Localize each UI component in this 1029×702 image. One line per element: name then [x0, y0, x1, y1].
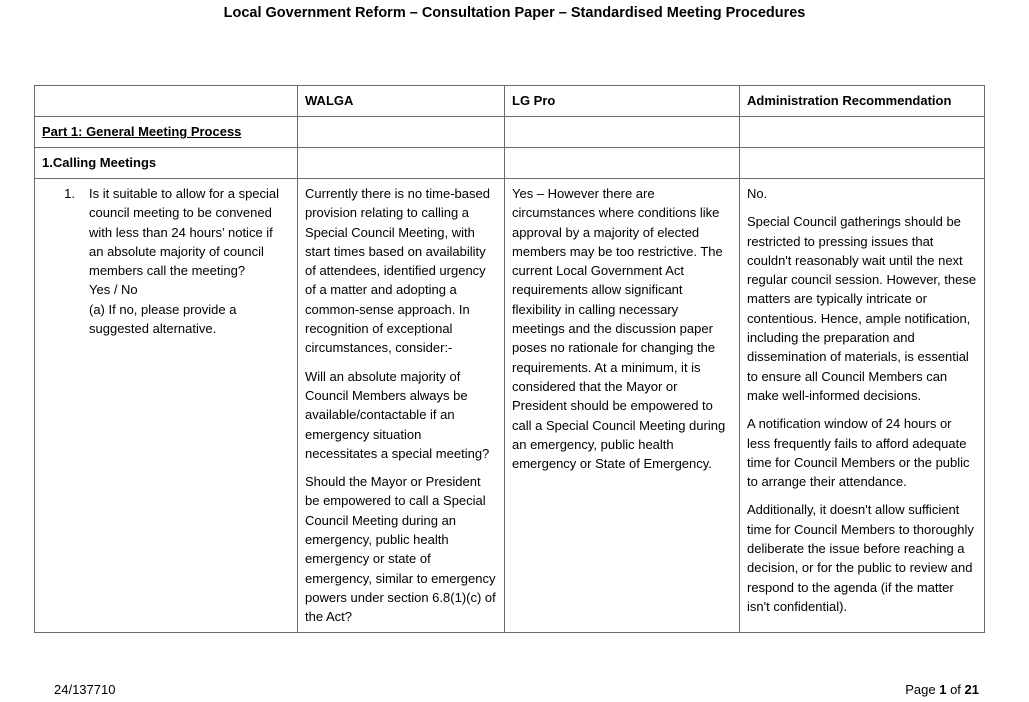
page-of: of	[946, 682, 965, 697]
table-row-question	[35, 179, 985, 633]
page-total: 21	[964, 682, 979, 697]
admin-paragraph: Additionally, it doesn't allow sufficient time for Council Members to thoroughly deliberate the issue before reaching a decision, or for the public to review and respond to the agenda (if the matter isn't confidential).	[747, 502, 974, 614]
header-cell-blank	[35, 86, 298, 117]
table-row-section	[35, 117, 985, 148]
consultation-table	[34, 85, 985, 633]
empty-cell	[740, 117, 985, 148]
question-number: 1.	[64, 186, 75, 201]
table-row-subsection	[35, 148, 985, 179]
question-cell	[35, 179, 298, 633]
page-prefix: Page	[905, 682, 940, 697]
lgpro-cell	[505, 179, 740, 633]
page-current: 1	[939, 682, 947, 697]
question-options: Yes / No	[89, 282, 138, 298]
page-number	[905, 682, 979, 697]
admin-paragraph: A notification window of 24 hours or less frequently fails to afford adequate time for Council Members or the public to arrange their attendance.	[747, 416, 970, 490]
subsection-heading: 1.Calling Meetings	[42, 155, 157, 170]
walga-cell	[298, 179, 505, 633]
section-heading: Part 1: General Meeting Process	[42, 124, 242, 139]
admin-paragraph: No.	[747, 186, 768, 201]
walga-paragraph: Will an absolute majority of Council Members always be available/contactable if an emergency situation necessitates a special meeting?	[305, 368, 490, 461]
empty-cell	[298, 148, 505, 179]
empty-cell	[505, 117, 740, 148]
empty-cell	[298, 117, 505, 148]
page-title: Local Government Reform – Consultation Paper – Standardised Meeting Procedures	[223, 5, 806, 21]
empty-cell	[505, 148, 740, 179]
question-text: Is it suitable to allow for a special council meeting to be convened with less than 24 hours’ notice if an absolute majority of council members call the meeting?	[89, 186, 280, 279]
admin-paragraph: Special Council gatherings should be restricted to pressing issues that couldn't reasonably wait until the next regular council session. However, these matters are typically intricate or contentious. Hence, ample notification, including the preparation and dissemination of materials, is essential to ensure all Council Members can make well-informed decisions.	[747, 214, 977, 403]
header-cell-lgpro: LG Pro	[505, 86, 740, 117]
header-cell-walga: WALGA	[298, 86, 505, 117]
question-followup: (a) If no, please provide a suggested alternative.	[89, 301, 237, 337]
walga-paragraph: Currently there is no time-based provision relating to calling a Special Council Meeting, with start times based on availability of attendees, identified urgency of a matter and adopting a common-sense approach. In recognition of exceptional circumstances, consider:-	[305, 186, 490, 356]
document-reference: 24/137710	[54, 682, 116, 697]
header-cell-admin: Administration Recommendation	[740, 86, 985, 117]
table-header-row	[35, 86, 985, 117]
empty-cell	[740, 148, 985, 179]
admin-cell	[740, 179, 985, 633]
walga-paragraph: Should the Mayor or President be empowered to call a Special Council Meeting during an emergency, public health emergency or state of emergency, similar to emergency powers under section 6.8(1)(c) of the Act?	[305, 474, 496, 625]
lgpro-paragraph: Yes – However there are circumstances where conditions like approval by a majority of elected members may be too restrictive. The current Local Government Act requirements allow significant flexibility in calling necessary meetings and the discussion paper poses no rationale for changing the requirements. At a minimum, it is considered that the Mayor or President should be empowered to call a Special Council Meeting during an emergency, public health emergency or State of Emergency.	[512, 186, 726, 472]
